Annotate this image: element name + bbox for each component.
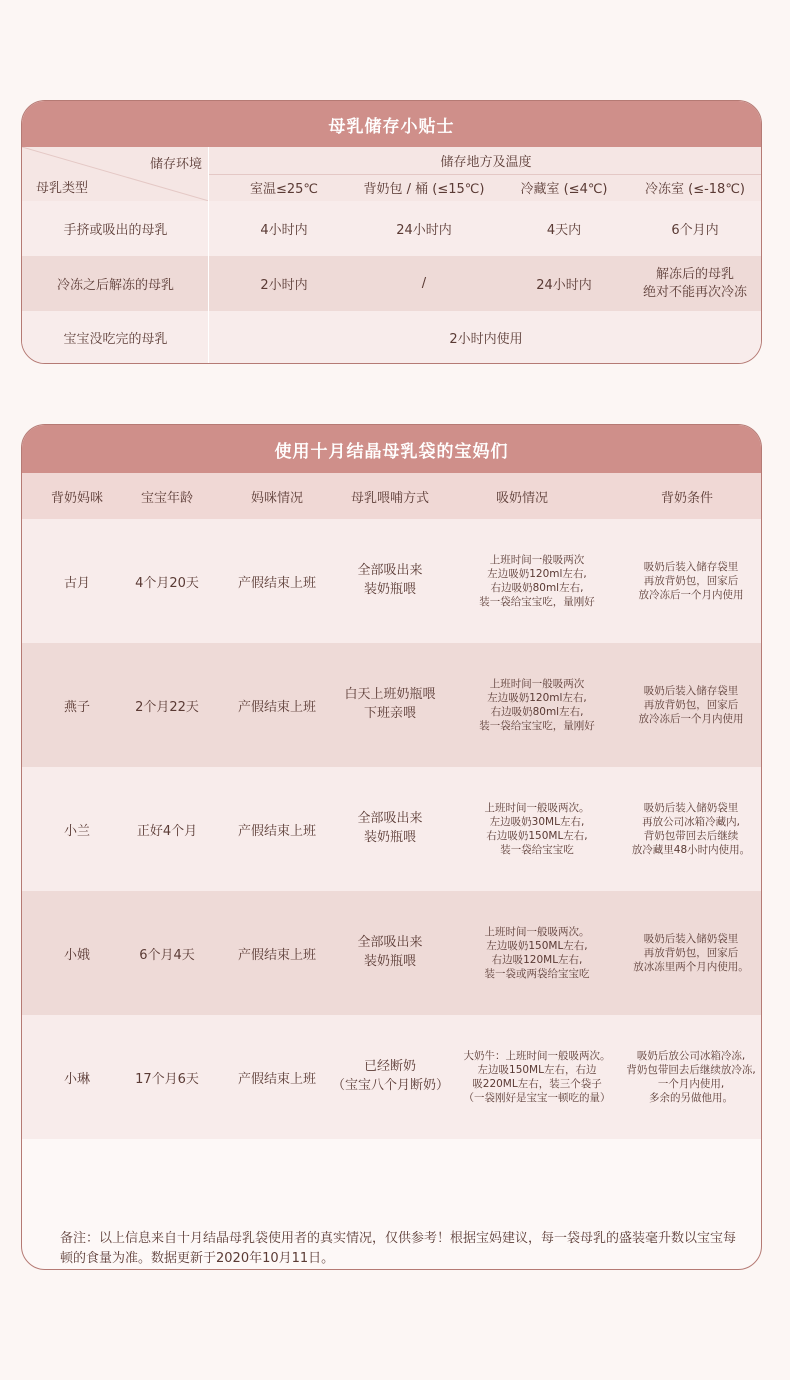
feeding-method: [332, 519, 448, 643]
header-carry: 背奶条件: [660, 490, 713, 506]
carry-condition: [618, 891, 762, 1015]
corner-milk-type-label: 母乳类型: [36, 180, 89, 196]
pumping-detail-line: 吸220ML左右，装三个袋子: [472, 1078, 602, 1090]
pumping-detail-line: 装一袋或两袋给宝宝吃: [484, 968, 590, 981]
pumping-detail-line: 装一袋给宝宝吃: [500, 844, 574, 857]
header-mom-status: 妈咪情况: [250, 490, 303, 506]
col-cooler-bag: 背奶包 / 桶 (≤15℃): [363, 182, 485, 197]
pumping-detail-line: 左边吸奶120ml左右,: [487, 567, 587, 580]
carry-condition-line: 多余的另做他用。: [649, 1092, 733, 1105]
storage-row: [22, 201, 762, 256]
mom-status: 产假结束上班: [237, 1071, 316, 1087]
mom-name: 小兰: [63, 823, 90, 839]
milk-type: 手挤或吸出的母乳: [63, 223, 168, 238]
pumping-detail-line: 左边吸奶150ML左右,: [486, 939, 588, 952]
carry-condition-line: 再放背奶包，回家后: [643, 574, 739, 587]
mom-status: 产假结束上班: [237, 823, 316, 839]
carry-condition-line: 吸奶后装入储存袋里: [643, 560, 739, 573]
feeding-method: [332, 767, 448, 891]
mom-name: 古月: [63, 575, 90, 591]
pumping-detail-line: 右边吸120ML左右,: [491, 954, 583, 966]
storage-cell: 4天内: [546, 223, 582, 238]
carry-condition-line: 再放公司冰箱冷藏内,: [642, 815, 740, 828]
storage-row: [22, 311, 762, 364]
storage-cell: 6个月内: [671, 223, 719, 238]
feeding-method-line: （宝宝八个月断奶）: [332, 1078, 450, 1093]
storage-cell: 24小时内: [536, 278, 592, 293]
mom-name: 小娥: [63, 947, 90, 963]
moms-table-header: [22, 473, 762, 519]
baby-age: 4个月20天: [135, 575, 199, 591]
feeding-method-line: 装奶瓶喂: [363, 954, 416, 969]
feeding-method-line: 全部吸出来: [357, 811, 423, 827]
mom-name: 燕子: [63, 699, 90, 715]
pumping-detail-line: 左边吸奶120ml左右,: [487, 691, 587, 704]
feeding-method: [332, 643, 448, 767]
moms-card-title: 使用十月结晶母乳袋的宝妈们: [22, 425, 761, 473]
pumping-detail: [442, 891, 632, 1015]
milk-type: 宝宝没吃完的母乳: [63, 332, 168, 347]
feeding-method-line: 全部吸出来: [357, 563, 423, 579]
storage-cell: /: [421, 276, 427, 291]
storage-card-title: 母乳储存小贴士: [22, 101, 761, 147]
pumping-detail: [442, 1015, 632, 1139]
carry-condition-line: 吸奶后放公司冰箱冷冻,: [636, 1049, 746, 1062]
mom-row: [22, 519, 762, 643]
carry-condition-line: 吸奶后装入储奶袋里: [643, 801, 739, 814]
mom-row: [22, 643, 762, 767]
carry-condition-line: 吸奶后装入储存袋里: [643, 684, 739, 697]
feeding-method: [332, 1015, 448, 1139]
storage-cell: 4小时内: [260, 223, 308, 238]
pumping-detail-line: 装一袋给宝宝吃，量刚好: [479, 596, 595, 609]
pumping-detail: [442, 519, 632, 643]
storage-location-header: 储存地方及温度: [440, 155, 532, 170]
feeding-method-line: 白天上班奶瓶喂: [344, 687, 436, 703]
carry-condition-line: 一个月内使用,: [657, 1078, 725, 1090]
storage-row: [22, 256, 762, 311]
pumping-detail: [442, 767, 632, 891]
feeding-method-line: 全部吸出来: [357, 935, 423, 951]
pumping-detail-line: （一袋刚好是宝宝一顿吃的量）: [463, 1092, 611, 1105]
storage-cell-merged: 2小时内使用: [449, 332, 523, 347]
carry-condition-line: 放冷冻后一个月内使用: [638, 713, 744, 726]
mom-row: [22, 891, 762, 1015]
carry-condition-line: 放冷藏里48小时内使用。: [631, 844, 751, 857]
pumping-detail-line: 右边吸奶80ml左右,: [490, 582, 584, 594]
mom-row: [22, 1015, 762, 1139]
pumping-detail-line: 上班时间一般吸两次: [489, 677, 585, 690]
storage-table: [22, 147, 762, 364]
col-fridge: 冷藏室 (≤4℃): [520, 182, 608, 197]
carry-condition: [618, 519, 762, 643]
refreeze-warning: 解冻后的母乳 绝对不能再次冷冻: [642, 266, 747, 300]
mom-row: [22, 767, 762, 891]
carry-condition-line: 放冰冻里两个月内使用。: [633, 961, 749, 974]
feeding-method: [332, 891, 448, 1015]
header-mom: 背奶妈咪: [50, 490, 103, 506]
feeding-method-line: 下班亲喂: [363, 706, 416, 721]
pumping-detail-line: 装一袋给宝宝吃，量刚好: [479, 720, 595, 733]
pumping-detail-line: 上班时间一般吸两次: [489, 553, 585, 566]
baby-age: 2个月22天: [135, 699, 199, 715]
pumping-detail-line: 上班时间一般吸两次。: [484, 801, 590, 814]
header-baby-age: 宝宝年龄: [140, 490, 193, 506]
pumping-detail-line: 右边吸奶80ml左右,: [490, 706, 584, 718]
pumping-detail-line: 左边吸奶30ML左右,: [489, 815, 585, 828]
storage-tips-card: [21, 100, 762, 364]
mom-status: 产假结束上班: [237, 699, 316, 715]
header-feeding: 母乳喂哺方式: [350, 490, 429, 506]
baby-age: 6个月4天: [139, 947, 195, 963]
carry-condition-line: 再放背奶包，回家后: [643, 946, 739, 959]
pumping-detail-line: 上班时间一般吸两次。: [484, 925, 590, 938]
pumping-detail-line: 大奶牛：上班时间一般吸两次。: [463, 1049, 611, 1062]
mom-status: 产假结束上班: [237, 575, 316, 591]
feeding-method-line: 装奶瓶喂: [363, 582, 416, 597]
carry-condition: [618, 1015, 762, 1139]
moms-stories-card: [21, 424, 762, 1270]
baby-age: 17个月6天: [135, 1071, 199, 1087]
carry-condition-line: 放冷冻后一个月内使用: [638, 589, 744, 602]
pumping-detail-line: 右边吸奶150ML左右,: [486, 830, 588, 842]
pumping-detail: [442, 643, 632, 767]
milk-type: 冷冻之后解冻的母乳: [56, 278, 174, 293]
feeding-method-line: 已经断奶: [363, 1059, 416, 1075]
carry-condition-line: 再放背奶包，回家后: [643, 698, 739, 711]
header-pumping: 吸奶情况: [495, 490, 548, 506]
corner-environment-label: 储存环境: [149, 156, 202, 172]
storage-cell: 2小时内: [260, 278, 308, 293]
pumping-detail-line: 左边吸150ML左右，右边: [477, 1063, 597, 1076]
carry-condition-line: 背奶包带回去后继续: [643, 830, 739, 842]
carry-condition-line: 背奶包带回去后继续放冷冻,: [626, 1063, 756, 1076]
baby-age: 正好4个月: [136, 823, 198, 839]
col-room-temp: 室温≤25℃: [249, 182, 319, 197]
feeding-method-line: 装奶瓶喂: [363, 830, 416, 845]
carry-condition: [618, 643, 762, 767]
mom-status: 产假结束上班: [237, 947, 316, 963]
col-freezer: 冷冻室 (≤-18℃): [644, 182, 745, 197]
carry-condition-line: 吸奶后装入储奶袋里: [643, 932, 739, 945]
footnote: 备注：以上信息来自十月结晶母乳袋使用者的真实情况，仅供参考！根据宝妈建议，每一袋母乳的盛装毫升数以宝宝每顿的食量为准。数据更新于2020年10月11日。: [60, 1231, 737, 1267]
storage-cell: 24小时内: [396, 223, 452, 238]
carry-condition: [618, 767, 762, 891]
mom-name: 小琳: [63, 1071, 90, 1087]
